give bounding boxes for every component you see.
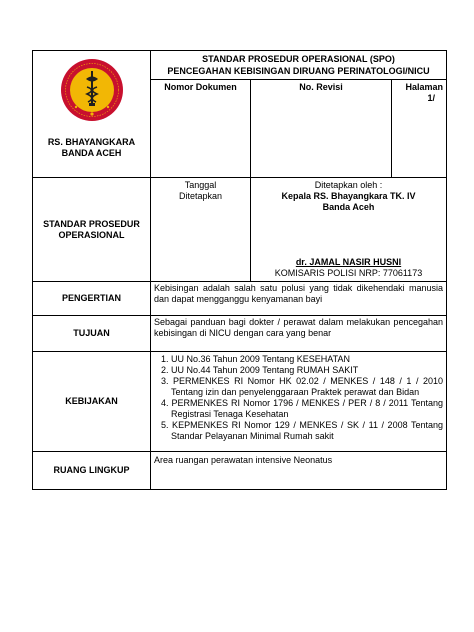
pengertian-label-cell: [33, 282, 151, 316]
tujuan-label: TUJUAN: [73, 328, 110, 338]
hospital-name-line2: BANDA ACEH: [61, 148, 122, 158]
signature-space: [251, 213, 446, 257]
signer-rank: KOMISARIS POLISI NRP: 77061173: [274, 268, 423, 278]
ruang-lingkup-label: RUANG LINGKUP: [53, 465, 130, 475]
established-by-label: Ditetapkan oleh :: [314, 180, 383, 190]
pengertian-label: PENGERTIAN: [61, 293, 121, 303]
revision-label: No. Revisi: [299, 82, 343, 92]
list-item: 3. PERMENKES RI Nomor HK 02.02 / MENKES / 148 / 1 / 2010 Tentang izin dan penyelenggaraan Praktek perawat dan Bidan: [161, 376, 443, 397]
kebijakan-label-cell: [33, 352, 151, 452]
tujuan-label-cell: [33, 316, 151, 352]
page-cell: [392, 80, 447, 178]
date-label-line2: Ditetapkan: [178, 191, 223, 201]
sop-label-line2: OPERASIONAL: [58, 229, 125, 240]
list-item: 1. UU No.36 Tahun 2009 Tentang KESEHATAN: [161, 354, 350, 364]
revision-cell: [251, 80, 392, 178]
ruang-lingkup-label-cell: [33, 452, 151, 490]
hospital-name-line1: RS. BHAYANGKARA: [47, 137, 136, 147]
page-label: Halaman: [405, 82, 443, 92]
sop-label-cell: [33, 178, 151, 282]
doc-number-cell: [151, 80, 251, 178]
pengertian-text: Kebisingan adalah salah satu polusi yang tidak dikehendaki manusia dan dapat mengganggu kenyamanan bayi: [151, 282, 447, 316]
hospital-cell: [33, 51, 151, 178]
kebijakan-cell: [151, 352, 447, 452]
established-by-cell: [251, 178, 447, 282]
doc-number-label: Nomor Dokumen: [164, 82, 237, 92]
ruang-lingkup-text: Area ruangan perawatan intensive Neonatus: [151, 452, 447, 490]
page-value: 1/: [427, 93, 435, 103]
title-line2: PENCEGAHAN KEBISINGAN DIRUANG PERINATOLOGI/NICU: [167, 66, 430, 76]
sop-label-line1: STANDAR PROSEDUR: [43, 218, 140, 229]
official-title-line2: Banda Aceh: [322, 202, 375, 212]
police-hospital-emblem-icon: [59, 57, 125, 123]
document-title: [151, 51, 447, 80]
list-item: 4. PERMENKES RI Nomor 1796 / MENKES / PER / 8 / 2011 Tentang Registrasi Tenaga Kesehatan: [161, 398, 443, 419]
official-title-line1: Kepala RS. Bhayangkara TK. IV: [281, 191, 416, 201]
list-item: 5. KEPMENKES RI Nomor 129 / MENKES / SK / 11 / 2008 Tentang Standar Pelayanan Minimal Rumah sakit: [161, 420, 443, 441]
logo: [33, 57, 150, 123]
title-line1: STANDAR PROSEDUR OPERASIONAL (SPO): [202, 54, 395, 64]
date-label-line1: Tanggal: [184, 180, 217, 190]
date-established-cell: [151, 178, 251, 282]
hospital-name: [33, 137, 150, 159]
list-item: 2. UU No.44 Tahun 2009 Tentang RUMAH SAKIT: [161, 365, 359, 375]
kebijakan-list: [151, 352, 446, 444]
signer-name: dr. JAMAL NASIR HUSNI: [295, 257, 402, 267]
kebijakan-label: KEBIJAKAN: [65, 396, 118, 406]
spo-document-table: [32, 50, 447, 490]
tujuan-text: Sebagai panduan bagi dokter / perawat dalam melakukan pencegahan kebisingan di NICU dengan cara yang benar: [151, 316, 447, 352]
